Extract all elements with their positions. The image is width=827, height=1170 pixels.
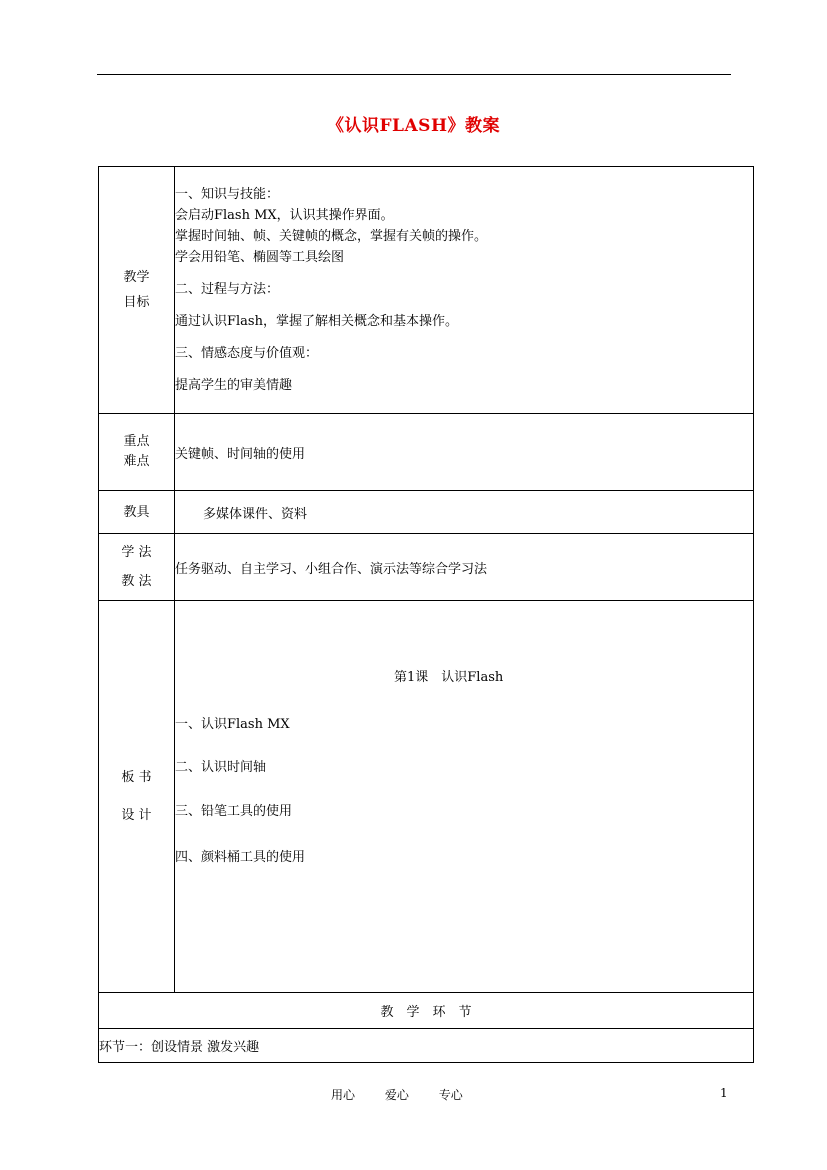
goal-line: 提高学生的审美情趣 xyxy=(175,378,293,393)
header-rule xyxy=(97,74,731,75)
goal-line: 学会用铅笔、椭圆等工具绘图 xyxy=(175,250,345,265)
document-title: 《认识FLASH》教案 xyxy=(326,116,501,136)
label-teaching-tools: 教具 xyxy=(99,491,175,534)
goal-line: 会启动Flash MX，认识其操作界面。 xyxy=(175,208,394,223)
goal-line: 二、过程与方法： xyxy=(175,282,280,297)
label-line: 重点 xyxy=(123,434,150,449)
motto-word: 爱心 xyxy=(384,1088,409,1102)
stage-one: 环节一：创设情景 激发兴趣 xyxy=(99,1029,754,1063)
board-heading: 第1课 认识Flash xyxy=(394,670,504,685)
label-line: 教学 xyxy=(123,270,150,285)
row-teaching-goals xyxy=(99,167,754,414)
teaching-stages-header: 教 学 环 节 xyxy=(99,993,754,1029)
goal-line: 通过认识Flash，掌握了解相关概念和基本操作。 xyxy=(175,314,458,329)
footer-motto xyxy=(331,1086,489,1103)
label-line: 设 计 xyxy=(121,807,152,823)
board-item: 二、认识时间轴 xyxy=(175,760,267,775)
page-number: 1 xyxy=(720,1086,728,1100)
board-item: 三、铅笔工具的使用 xyxy=(175,804,293,819)
goal-line: 三、情感态度与价值观： xyxy=(175,346,319,361)
lesson-plan-table xyxy=(98,166,754,1063)
label-line: 教 法 xyxy=(121,574,152,589)
goal-line: 掌握时间轴、帧、关键帧的概念，掌握有关帧的操作。 xyxy=(175,229,488,244)
board-item: 一、认识Flash MX xyxy=(175,717,290,732)
goal-line: 一、知识与技能： xyxy=(175,187,280,202)
motto-word: 专心 xyxy=(438,1088,463,1102)
methods-content: 任务驱动、自主学习、小组合作、演示法等综合学习法 xyxy=(175,534,754,601)
label-line: 板 书 xyxy=(121,769,152,785)
label-line: 难点 xyxy=(123,454,150,469)
label-line: 学 法 xyxy=(121,545,152,560)
row-board-design xyxy=(99,601,754,993)
row-teaching-tools xyxy=(99,491,754,534)
label-key-points xyxy=(99,414,175,491)
row-key-points xyxy=(99,414,754,491)
key-points-content: 关键帧、时间轴的使用 xyxy=(175,414,754,491)
label-line: 目标 xyxy=(123,295,150,310)
label-board-design xyxy=(99,601,175,993)
board-item: 四、颜料桶工具的使用 xyxy=(175,850,306,865)
row-methods xyxy=(99,534,754,601)
board-design-content xyxy=(175,601,754,993)
row-stage-one xyxy=(99,1029,754,1063)
label-teaching-goals xyxy=(99,167,175,414)
teaching-tools-content: 多媒体课件、资料 xyxy=(175,491,754,534)
label-methods xyxy=(99,534,175,601)
motto-word: 用心 xyxy=(331,1088,356,1102)
row-stages-header xyxy=(99,993,754,1029)
teaching-goals-content xyxy=(175,167,754,414)
